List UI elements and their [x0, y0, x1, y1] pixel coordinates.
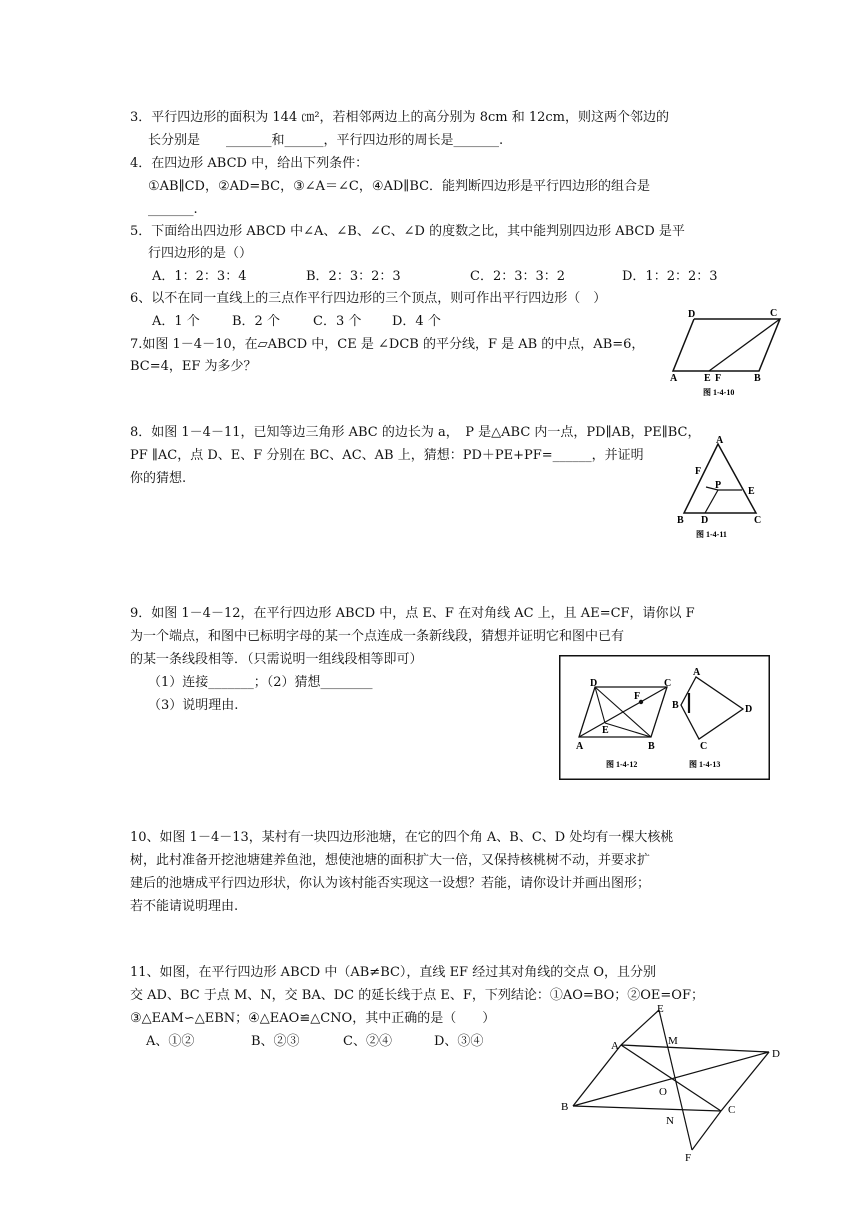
- fig10-caption: 图 1-4-10: [703, 388, 735, 397]
- q4-line1: 4．在四边形 ABCD 中，给出下列条件：: [130, 156, 369, 171]
- fig11-label-e: E: [748, 486, 755, 497]
- fig10-label-f: F: [715, 373, 722, 384]
- q6-line1: 6、以不在同一直线上的三点作平行四边形的三个顶点，则可作出平行四边形（ ）: [130, 291, 607, 306]
- q6-option-c: C．3 个: [313, 314, 362, 329]
- fig12-caption: 图 1-4-12: [606, 760, 638, 769]
- q9-line3: 的某一条线段相等．（只需说明一组线段相等即可）: [130, 652, 423, 667]
- fig13-label-c: C: [700, 741, 708, 752]
- q7-line1: 7.如图 1－4－10，在▱ABCD 中，CE 是 ∠DCB 的平分线，F 是 AB 的中点，AB=6，: [130, 337, 645, 352]
- q5-option-c: C．2：3：3：2: [470, 269, 566, 284]
- q11-label-a: A: [611, 1040, 619, 1052]
- q6-option-a: A．1 个: [152, 314, 200, 329]
- q11-label-b: B: [561, 1101, 569, 1113]
- q5-option-d: D．1：2：2：3: [622, 269, 718, 284]
- fig11-label-f: F: [695, 466, 702, 477]
- q11-label-o: O: [659, 1086, 667, 1098]
- q5-option-a: A．1：2：3：4: [152, 269, 247, 284]
- fig10-label-a: A: [670, 373, 678, 384]
- q11-label-c: C: [728, 1104, 736, 1116]
- figure-1-4-11: [670, 435, 780, 545]
- fig11-label-a: A: [716, 435, 724, 446]
- q11-line3: ③△EAM∽△EBN；④△EAO≌△CNO，其中正确的是（ ）: [130, 1011, 496, 1026]
- q11-option-a: A、①②: [146, 1034, 195, 1049]
- q10-line4: 若不能请说明理由.: [130, 899, 239, 914]
- q3-line1: 3．平行四边形的面积为 144 ㎝²，若相邻两边上的高分别为 8cm 和 12cm，则这两个邻边的: [130, 110, 669, 125]
- q9-line1: 9．如图 1－4－12，在平行四边形 ABCD 中，点 E、F 在对角线 AC 上，且 AE=CF，请你以 F: [130, 606, 695, 621]
- fig10-label-c: C: [770, 308, 778, 319]
- q5-option-b: B．2：3：2：3: [306, 269, 401, 284]
- fig10-label-e: E: [704, 373, 711, 384]
- q10-line3: 建后的池塘成平行四边形状，你认为该村能否实现这一设想？若能，请你设计并画出图形；: [130, 876, 651, 891]
- q11-option-c: C、②④: [343, 1034, 392, 1049]
- q10-line1: 10、如图 1－4－13，某村有一块四边形池塘，在它的四个角 A、B、C、D 处均有一棵大核桃: [130, 830, 674, 845]
- q11-label-f: F: [685, 1152, 692, 1164]
- fig13-label-b: B: [672, 700, 679, 711]
- fig13-label-d: D: [745, 704, 753, 715]
- q11-label-n: N: [666, 1115, 674, 1127]
- q8-line3: 你的猜想.: [130, 471, 187, 486]
- fig11-label-b: B: [677, 515, 684, 526]
- q8-line2: PF ∥AC，点 D、E、F 分别在 BC、AC、AB 上，猜想：PD＋PE+PF=______，并证明: [130, 448, 644, 463]
- q5-line1: 5．下面给出四边形 ABCD 中∠A、∠B、∠C、∠D 的度数之比，其中能判别四边形 ABCD 是平: [130, 224, 685, 239]
- q6-option-d: D．4 个: [392, 314, 441, 329]
- figure-1-4-10: [665, 305, 795, 400]
- q6-option-b: B．2 个: [232, 314, 280, 329]
- fig12-label-f: F: [634, 691, 641, 702]
- figures-1-4-12-and-1-4-13: [559, 655, 771, 781]
- fig10-label-d: D: [688, 309, 696, 320]
- q11-label-e: E: [657, 1003, 664, 1015]
- q7-line2: BC=4，EF 为多少？: [130, 359, 257, 374]
- fig11-label-p: P: [715, 480, 722, 491]
- fig11-caption: 图 1-4-11: [696, 530, 727, 539]
- q4-line3: _______.: [148, 202, 198, 217]
- q9-line2: 为一个端点，和图中已标明字母的某一个点连成一条新线段，猜想并证明它和图中已有: [130, 629, 625, 644]
- fig12-label-e: E: [602, 725, 609, 736]
- fig10-label-b: B: [754, 373, 761, 384]
- q11-line2: 交 AD、BC 于点 M、N，交 BA、DC 的延长线于点 E、F，下列结论：①AO=BO；②OE=OF；: [130, 988, 704, 1003]
- q10-line2: 树，此村准备开挖池塘建养鱼池，想使池塘的面积扩大一倍，又保持核桃树不动，并要求扩: [130, 853, 651, 868]
- fig13-caption: 图 1-4-13: [689, 760, 721, 769]
- q11-line1: 11、如图，在平行四边形 ABCD 中（AB≠BC），直线 EF 经过其对角线的交点 O，且分别: [130, 965, 656, 980]
- q11-option-d: D、③④: [434, 1034, 484, 1049]
- fig13-label-a: A: [693, 667, 701, 678]
- q8-line1: 8．如图 1－4－11，已知等边三角形 ABC 的边长为 a， P 是△ABC 内一点，PD∥AB，PE∥BC，: [130, 425, 701, 440]
- figure-q11-parallelogram: [555, 1000, 815, 1165]
- fig12-label-a: A: [576, 741, 584, 752]
- fig12-label-b: B: [648, 741, 655, 752]
- fig12-label-c: C: [664, 678, 672, 689]
- q11-label-m: M: [668, 1035, 678, 1047]
- q9-line4: （1）连接_______；（2）猜想________: [148, 675, 373, 690]
- q9-line5: （3）说明理由.: [148, 698, 239, 713]
- q11-option-b: B、②③: [251, 1034, 300, 1049]
- q5-line2: 行四边形的是（）: [148, 246, 253, 261]
- fig11-label-c: C: [754, 515, 762, 526]
- q4-line2: ①AB∥CD，②AD=BC，③∠A＝∠C，④AD∥BC．能判断四边形是平行四边形的组合是: [148, 179, 651, 194]
- q11-label-d: D: [772, 1048, 780, 1060]
- fig12-label-d: D: [590, 678, 598, 689]
- q3-line2: 长分别是 _______和______，平行四边形的周长是_______.: [148, 133, 504, 148]
- fig11-label-d: D: [701, 515, 709, 526]
